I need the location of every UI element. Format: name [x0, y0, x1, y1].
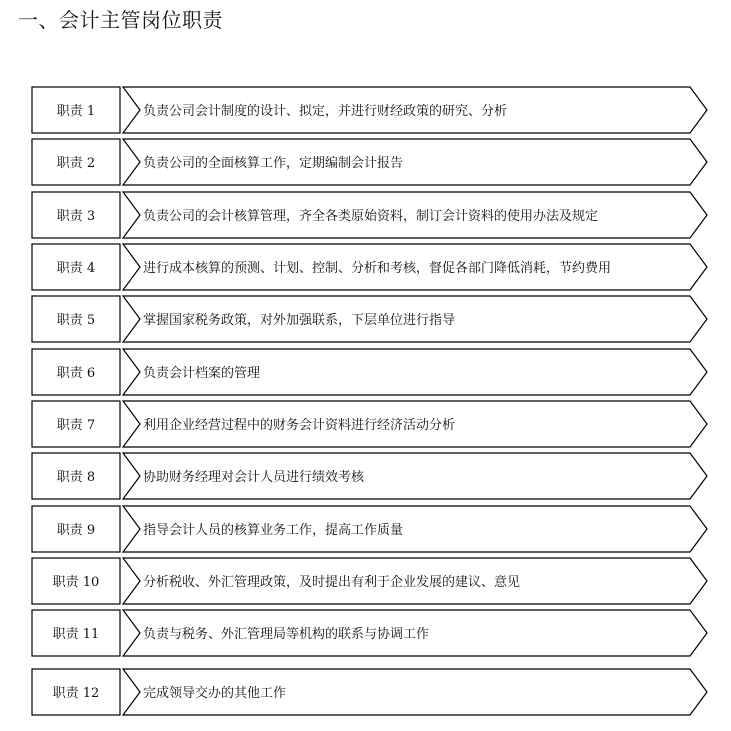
duty-description: 掌握国家税务政策，对外加强联系，下层单位进行指导 [143, 313, 456, 328]
duty-row [32, 558, 707, 604]
duty-row [32, 192, 707, 238]
duty-row [32, 349, 707, 395]
duty-row [32, 610, 707, 656]
duty-description: 负责公司会计制度的设计、拟定，并进行财经政策的研究、分析 [143, 104, 508, 119]
duty-row [32, 244, 707, 290]
duty-label: 职责 4 [56, 261, 96, 276]
page-title: 一、会计主管岗位职责 [18, 8, 223, 32]
duty-row [32, 453, 707, 499]
duty-description: 利用企业经营过程中的财务会计资料进行经济活动分析 [143, 418, 456, 433]
duty-label: 职责 5 [56, 313, 96, 328]
duty-label: 职责 2 [56, 156, 96, 171]
duty-label: 职责 7 [56, 418, 96, 433]
duty-row [32, 669, 707, 715]
duty-description: 协助财务经理对会计人员进行绩效考核 [143, 470, 365, 485]
duty-label: 职责 3 [56, 209, 96, 224]
duty-description: 分析税收、外汇管理政策，及时提出有利于企业发展的建议、意见 [143, 575, 521, 590]
duty-description: 进行成本核算的预测、计划、控制、分析和考核，督促各部门降低消耗，节约费用 [143, 261, 612, 276]
duty-description: 负责与税务、外汇管理局等机构的联系与协调工作 [143, 627, 430, 642]
duty-row [32, 296, 707, 342]
duty-description: 负责公司的全面核算工作，定期编制会计报告 [143, 156, 404, 171]
duty-row [32, 506, 707, 552]
duty-label: 职责 11 [52, 627, 100, 642]
duty-row [32, 87, 707, 133]
duty-label: 职责 6 [56, 366, 96, 381]
duty-label: 职责 9 [56, 523, 96, 538]
duty-description: 负责公司的会计核算管理，齐全各类原始资料，制订会计资料的使用办法及规定 [143, 209, 599, 224]
duty-label: 职责 1 [56, 104, 96, 119]
duty-description: 负责会计档案的管理 [143, 366, 261, 381]
duty-row [32, 139, 707, 185]
duty-row [32, 401, 707, 447]
duty-label: 职责 12 [52, 686, 100, 701]
duty-description: 完成领导交办的其他工作 [143, 686, 287, 701]
duty-label: 职责 8 [56, 470, 96, 485]
duty-label: 职责 10 [52, 575, 100, 590]
duty-description: 指导会计人员的核算业务工作，提高工作质量 [143, 523, 404, 538]
